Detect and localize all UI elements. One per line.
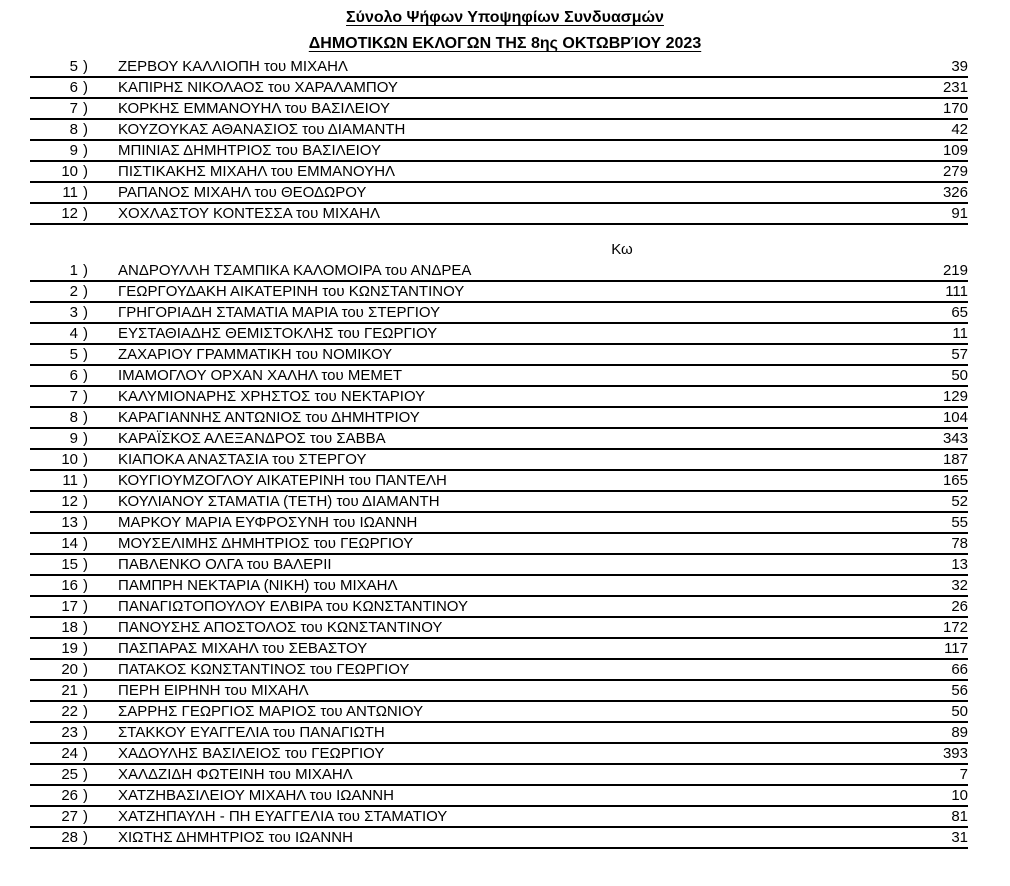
candidate-row [30, 786, 968, 807]
candidate-row [30, 57, 968, 78]
candidate-row [30, 723, 968, 744]
candidate-number: 4 [69, 325, 78, 342]
candidate-name: ΧΟΧΛΑΣΤΟΥ ΚΟΝΤΕΣΣΑ του ΜΙΧΑΗΛ [118, 205, 381, 222]
candidate-number-paren: ) [83, 325, 88, 342]
candidate-number-paren: ) [83, 346, 88, 363]
candidate-number-paren: ) [83, 163, 88, 180]
candidate-number: 2 [69, 283, 78, 300]
candidate-row [30, 807, 968, 828]
candidate-row [30, 408, 968, 429]
candidate-number: 27 [61, 808, 78, 825]
candidate-name: ΚΑΡΑΪΣΚΟΣ ΑΛΕΞΑΝΔΡΟΣ του ΣΑΒΒΑ [118, 430, 386, 447]
candidate-row [30, 681, 968, 702]
candidate-number-paren: ) [83, 283, 88, 300]
candidate-number-paren: ) [83, 367, 88, 384]
candidate-name: ΠΕΡΗ ΕΙΡΗΝΗ του ΜΙΧΑΗΛ [118, 682, 309, 699]
candidate-name: ΜΑΡΚΟΥ ΜΑΡΙΑ ΕΥΦΡΟΣΥΝΗ του ΙΩΑΝΝΗ [118, 514, 418, 531]
candidate-votes: 52 [951, 493, 968, 510]
candidate-votes: 104 [942, 409, 968, 426]
candidate-votes: 50 [951, 367, 968, 384]
candidate-name: ΚΑΛΥΜΙΟΝΑΡΗΣ ΧΡΗΣΤΟΣ του ΝΕΚΤΑΡΙΟΥ [118, 388, 426, 405]
candidate-row [30, 639, 968, 660]
candidate-number: 16 [61, 577, 78, 594]
candidate-number-paren: ) [83, 304, 88, 321]
candidate-name: ΙΜΑΜΟΓΛΟΥ ΟΡΧΑΝ ΧΑΛΗΛ του ΜΕΜΕΤ [118, 367, 402, 384]
candidate-row [30, 576, 968, 597]
candidate-votes: 91 [951, 205, 968, 222]
candidate-row [30, 141, 968, 162]
candidate-votes: 50 [951, 703, 968, 720]
candidate-votes: 165 [942, 472, 968, 489]
candidate-row [30, 765, 968, 786]
candidate-number: 21 [61, 682, 78, 699]
candidate-votes: 172 [942, 619, 968, 636]
candidate-row [30, 555, 968, 576]
section-rows [30, 57, 968, 225]
candidate-number-paren: ) [83, 430, 88, 447]
section-heading: Κω [611, 241, 633, 258]
candidate-name: ΠΙΣΤΙΚΑΚΗΣ ΜΙΧΑΗΛ του ΕΜΜΑΝΟΥΗΛ [118, 163, 396, 180]
candidate-number: 3 [69, 304, 78, 321]
candidate-row [30, 204, 968, 225]
candidate-votes: 32 [951, 577, 968, 594]
candidate-number: 28 [61, 829, 78, 846]
candidate-number-paren: ) [83, 556, 88, 573]
candidate-number: 20 [61, 661, 78, 678]
candidate-name: ΚΟΥΖΟΥΚΑΣ ΑΘΑΝΑΣΙΟΣ του ΔΙΑΜΑΝΤΗ [118, 121, 406, 138]
candidate-votes: 10 [951, 787, 968, 804]
candidate-votes: 57 [951, 346, 968, 363]
candidate-number: 9 [69, 430, 78, 447]
candidate-number-paren: ) [83, 262, 88, 279]
candidate-votes: 39 [951, 58, 968, 75]
candidate-row [30, 597, 968, 618]
candidate-name: ΚΟΡΚΗΣ ΕΜΜΑΝΟΥΗΛ του ΒΑΣΙΛΕΙΟΥ [118, 100, 390, 117]
candidate-name: ΠΑΤΑΚΟΣ ΚΩΝΣΤΑΝΤΙΝΟΣ του ΓΕΩΡΓΙΟΥ [118, 661, 410, 678]
candidate-number: 8 [69, 409, 78, 426]
candidate-number: 11 [62, 472, 78, 489]
candidate-number: 24 [61, 745, 78, 762]
candidate-row [30, 282, 968, 303]
candidate-votes: 187 [942, 451, 968, 468]
candidate-number: 6 [69, 79, 78, 96]
candidate-name: ΚΟΥΛΙΑΝΟΥ ΣΤΑΜΑΤΙΑ (ΤΕΤΗ) του ΔΙΑΜΑΝΤΗ [118, 493, 440, 510]
candidate-number-paren: ) [83, 724, 88, 741]
candidate-number: 5 [69, 346, 78, 363]
candidate-number: 10 [61, 163, 78, 180]
candidate-row [30, 744, 968, 765]
candidate-number-paren: ) [83, 388, 88, 405]
candidate-number-paren: ) [83, 205, 88, 222]
candidate-name: ΖΑΧΑΡΙΟΥ ΓΡΑΜΜΑΤΙΚΗ του ΝΟΜΙΚΟΥ [118, 346, 393, 363]
candidate-number-paren: ) [83, 121, 88, 138]
candidate-number: 11 [62, 184, 78, 201]
candidate-number: 18 [61, 619, 78, 636]
candidate-number-paren: ) [83, 409, 88, 426]
candidate-number-paren: ) [83, 535, 88, 552]
candidate-number-paren: ) [83, 58, 88, 75]
candidate-number: 7 [69, 100, 78, 117]
candidate-name: ΚΑΡΑΓΙΑΝΝΗΣ ΑΝΤΩΝΙΟΣ του ΔΗΜΗΤΡΙΟΥ [118, 409, 420, 426]
candidate-number: 5 [69, 58, 78, 75]
candidate-number: 22 [61, 703, 78, 720]
candidate-row [30, 660, 968, 681]
candidate-name: ΖΕΡΒΟΥ ΚΑΛΛΙΟΠΗ του ΜΙΧΑΗΛ [118, 58, 348, 75]
candidate-row [30, 183, 968, 204]
candidate-votes: 129 [942, 388, 968, 405]
candidate-votes: 111 [945, 283, 968, 300]
candidate-votes: 89 [951, 724, 968, 741]
candidate-number-paren: ) [83, 661, 88, 678]
candidate-name: ΠΑΣΠΑΡΑΣ ΜΙΧΑΗΛ του ΣΕΒΑΣΤΟΥ [118, 640, 368, 657]
candidate-number-paren: ) [83, 493, 88, 510]
candidate-votes: 109 [942, 142, 968, 159]
candidate-number: 14 [61, 535, 78, 552]
candidate-row [30, 120, 968, 141]
candidate-number: 19 [61, 640, 78, 657]
candidate-number-paren: ) [83, 682, 88, 699]
candidate-votes: 11 [952, 325, 968, 342]
candidate-name: ΡΑΠΑΝΟΣ ΜΙΧΑΗΛ του ΘΕΟΔΩΡΟΥ [118, 184, 367, 201]
candidate-row [30, 513, 968, 534]
candidate-row [30, 534, 968, 555]
candidate-row [30, 702, 968, 723]
candidate-row [30, 387, 968, 408]
candidate-votes: 13 [951, 556, 968, 573]
candidate-name: ΕΥΣΤΑΘΙΑΔΗΣ ΘΕΜΙΣΤΟΚΛΗΣ του ΓΕΩΡΓΙΟΥ [118, 325, 438, 342]
candidate-votes: 26 [951, 598, 968, 615]
candidate-row [30, 366, 968, 387]
candidate-number: 7 [69, 388, 78, 405]
candidate-name: ΧΙΩΤΗΣ ΔΗΜΗΤΡΙΟΣ του ΙΩΑΝΝΗ [118, 829, 353, 846]
candidate-number-paren: ) [83, 745, 88, 762]
candidate-number-paren: ) [83, 100, 88, 117]
candidate-number-paren: ) [83, 766, 88, 783]
candidate-number-paren: ) [83, 472, 88, 489]
candidate-votes: 66 [951, 661, 968, 678]
candidate-row [30, 345, 968, 366]
candidate-number: 26 [61, 787, 78, 804]
candidate-votes: 231 [942, 79, 968, 96]
results-table [0, 57, 1010, 849]
candidate-votes: 31 [951, 829, 968, 846]
candidate-row [30, 618, 968, 639]
candidate-number-paren: ) [83, 619, 88, 636]
candidate-votes: 279 [942, 163, 968, 180]
candidate-name: ΚΙΑΠΟΚΑ ΑΝΑΣΤΑΣΙΑ του ΣΤΕΡΓΟΥ [118, 451, 367, 468]
candidate-number-paren: ) [83, 829, 88, 846]
candidate-row [30, 471, 968, 492]
candidate-votes: 326 [942, 184, 968, 201]
candidate-name: ΣΑΡΡΗΣ ΓΕΩΡΓΙΟΣ ΜΑΡΙΟΣ του ΑΝΤΩΝΙΟΥ [118, 703, 424, 720]
candidate-number: 25 [61, 766, 78, 783]
candidate-name: ΚΟΥΓΙΟΥΜΖΟΓΛΟΥ ΑΙΚΑΤΕΡΙΝΗ του ΠΑΝΤΕΛΗ [118, 472, 447, 489]
candidate-number: 1 [69, 262, 78, 279]
candidate-number-paren: ) [83, 79, 88, 96]
candidate-number: 8 [69, 121, 78, 138]
candidate-number-paren: ) [83, 451, 88, 468]
candidate-number: 12 [61, 205, 78, 222]
candidate-name: ΓΕΩΡΓΟΥΔΑΚΗ ΑΙΚΑΤΕΡΙΝΗ του ΚΩΝΣΤΑΝΤΙΝΟΥ [118, 283, 465, 300]
candidate-votes: 65 [951, 304, 968, 321]
candidate-number: 15 [61, 556, 78, 573]
candidate-number: 12 [61, 493, 78, 510]
candidate-name: ΧΑΤΖΗΒΑΣΙΛΕΙΟΥ ΜΙΧΑΗΛ του ΙΩΑΝΝΗ [118, 787, 394, 804]
candidate-votes: 117 [944, 640, 968, 657]
candidate-number-paren: ) [83, 787, 88, 804]
candidate-number: 17 [61, 598, 78, 615]
candidate-number-paren: ) [83, 598, 88, 615]
document-title: Σύνολο Ψήφων Υποψηφίων Συνδυασμών [346, 9, 664, 26]
candidate-name: ΓΡΗΓΟΡΙΑΔΗ ΣΤΑΜΑΤΙΑ ΜΑΡΙΑ του ΣΤΕΡΓΙΟΥ [118, 304, 441, 321]
candidate-number-paren: ) [83, 703, 88, 720]
candidate-number: 23 [61, 724, 78, 741]
candidate-number: 10 [61, 451, 78, 468]
candidate-row [30, 492, 968, 513]
candidate-votes: 81 [951, 808, 968, 825]
candidate-row [30, 828, 968, 849]
candidate-votes: 7 [959, 766, 968, 783]
candidate-name: ΠΑΒΛΕΝΚΟ ΟΛΓΑ του ΒΑΛΕΡΙΙ [118, 556, 332, 573]
candidate-name: ΧΑΛΔΖΙΔΗ ΦΩΤΕΙΝΗ του ΜΙΧΑΗΛ [118, 766, 353, 783]
candidate-name: ΜΠΙΝΙΑΣ ΔΗΜΗΤΡΙΟΣ του ΒΑΣΙΛΕΙΟΥ [118, 142, 381, 159]
candidate-name: ΠΑΜΠΡΗ ΝΕΚΤΑΡΙΑ (ΝΙΚΗ) του ΜΙΧΑΗΛ [118, 577, 398, 594]
candidate-row [30, 261, 968, 282]
candidate-name: ΠΑΝΟΥΣΗΣ ΑΠΟΣΤΟΛΟΣ του ΚΩΝΣΤΑΝΤΙΝΟΥ [118, 619, 443, 636]
section-rows [30, 261, 968, 849]
candidate-number-paren: ) [83, 514, 88, 531]
candidate-name: ΑΝΔΡΟΥΛΛΗ ΤΣΑΜΠΙΚΑ ΚΑΛΟΜΟΙΡΑ του ΑΝΔΡΕΑ [118, 262, 472, 279]
candidate-row [30, 99, 968, 120]
candidate-number-paren: ) [83, 142, 88, 159]
results-section [0, 57, 1010, 225]
candidate-name: ΧΑΤΖΗΠΑΥΛΗ - ΠΗ ΕΥΑΓΓΕΛΙΑ του ΣΤΑΜΑΤΙΟΥ [118, 808, 448, 825]
candidate-number: 9 [69, 142, 78, 159]
results-section [0, 241, 1010, 849]
candidate-name: ΧΑΔΟΥΛΗΣ ΒΑΣΙΛΕΙΟΣ του ΓΕΩΡΓΙΟΥ [118, 745, 385, 762]
candidate-row [30, 303, 968, 324]
candidate-votes: 343 [942, 430, 968, 447]
candidate-number-paren: ) [83, 808, 88, 825]
candidate-votes: 170 [942, 100, 968, 117]
document-subtitle: ΔΗΜΟΤΙΚΩΝ ΕΚΛΟΓΩΝ ΤΗΣ 8ης ΟΚΤΩΒΡΊΟΥ 2023 [308, 35, 702, 52]
candidate-number: 13 [61, 514, 78, 531]
candidate-name: ΜΟΥΣΕΛΙΜΗΣ ΔΗΜΗΤΡΙΟΣ του ΓΕΩΡΓΙΟΥ [118, 535, 414, 552]
candidate-name: ΠΑΝΑΓΙΩΤΟΠΟΥΛΟΥ ΕΛΒΙΡΑ του ΚΩΝΣΤΑΝΤΙΝΟΥ [118, 598, 468, 615]
candidate-row [30, 450, 968, 471]
candidate-row [30, 429, 968, 450]
candidate-row [30, 162, 968, 183]
candidate-row [30, 78, 968, 99]
candidate-votes: 78 [951, 535, 968, 552]
candidate-votes: 42 [951, 121, 968, 138]
candidate-number: 6 [69, 367, 78, 384]
candidate-number-paren: ) [83, 184, 88, 201]
candidate-number-paren: ) [83, 577, 88, 594]
candidate-votes: 219 [942, 262, 968, 279]
candidate-name: ΣΤΑΚΚΟΥ ΕΥΑΓΓΕΛΙΑ του ΠΑΝΑΓΙΩΤΗ [118, 724, 385, 741]
candidate-votes: 56 [951, 682, 968, 699]
candidate-number-paren: ) [83, 640, 88, 657]
candidate-name: ΚΑΠΙΡΗΣ ΝΙΚΟΛΑΟΣ του ΧΑΡΑΛΑΜΠΟΥ [118, 79, 398, 96]
candidate-votes: 55 [951, 514, 968, 531]
candidate-row [30, 324, 968, 345]
candidate-votes: 393 [942, 745, 968, 762]
